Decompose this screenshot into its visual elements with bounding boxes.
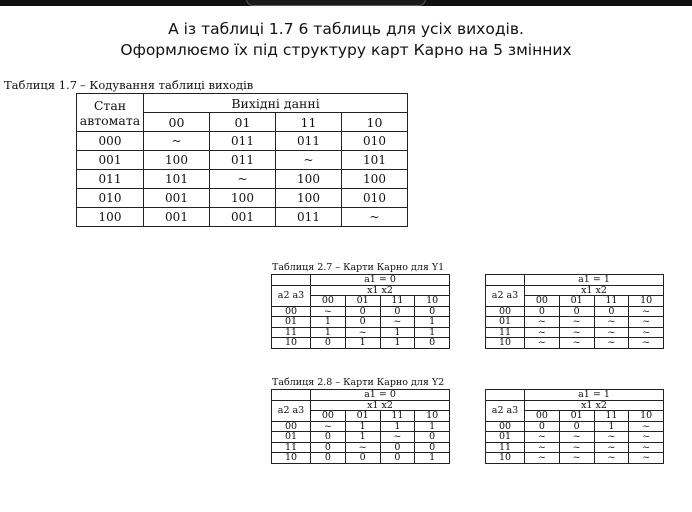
kmap-cell: 0 [415, 338, 450, 349]
table-cell: 010 [342, 189, 408, 208]
kmap-cell: ~ [559, 317, 594, 328]
kmap-cell: ~ [525, 317, 560, 328]
kmap-row-header: 00 [272, 306, 311, 317]
table-cell: 100 [342, 170, 408, 189]
kmap-cell: 0 [311, 432, 346, 443]
column-header: 01 [210, 113, 276, 132]
kmap-cell: ~ [629, 442, 664, 453]
kmap-col-header: 00 [311, 411, 346, 422]
kmap-cell: 1 [311, 327, 346, 338]
table17-caption-dash: – [80, 78, 86, 92]
kmap-cell: 0 [594, 306, 629, 317]
kmap-col-header: 11 [594, 296, 629, 307]
table-row [77, 132, 408, 151]
table-cell: 100 [276, 189, 342, 208]
kmap-cell: ~ [380, 317, 415, 328]
kmap-cell: ~ [594, 338, 629, 349]
state-cell: 000 [77, 132, 144, 151]
kmap-cell: ~ [594, 317, 629, 328]
kmap-row-header: 11 [486, 327, 525, 338]
kmap-col-header: 11 [380, 296, 415, 307]
table-cell: 100 [276, 170, 342, 189]
kmap-row-label: a2 a3 [272, 400, 311, 421]
window-pill [246, 0, 426, 6]
kmap-cell: ~ [345, 327, 380, 338]
kmap-cell: ~ [629, 338, 664, 349]
kmap-row-label: a2 a3 [486, 285, 525, 306]
table-row [77, 189, 408, 208]
kmap-cell: ~ [559, 442, 594, 453]
state-header [77, 94, 144, 132]
kmap-row [486, 453, 664, 464]
top-bar [0, 0, 692, 6]
kmap-cell: 0 [311, 453, 346, 464]
kmap-col-header: 01 [559, 296, 594, 307]
kmap-row [272, 338, 450, 349]
kmap-cell: ~ [594, 442, 629, 453]
kmap-cell: 1 [594, 421, 629, 432]
kmap-cell: ~ [629, 453, 664, 464]
kmap-cell: 0 [345, 453, 380, 464]
state-cell: 001 [77, 151, 144, 170]
kmap-row-label: a2 a3 [486, 400, 525, 421]
kmap-title: a1 = 1 [525, 390, 664, 401]
kmap-cell: 0 [415, 432, 450, 443]
kmap-col-header: 00 [311, 296, 346, 307]
kmap-col-header: 01 [559, 411, 594, 422]
kmap-row-header: 10 [486, 338, 525, 349]
outputs-header: Вихідні данні [144, 94, 408, 113]
column-header: 10 [342, 113, 408, 132]
kmap-col-label: x1 x2 [525, 285, 664, 296]
table-cell: 011 [276, 208, 342, 227]
kmap-title: a1 = 1 [525, 275, 664, 286]
table-cell: ~ [342, 208, 408, 227]
kmap-cell: ~ [525, 442, 560, 453]
kmap-col-header: 00 [525, 411, 560, 422]
kmap-cell: 1 [311, 317, 346, 328]
kmap-cell: ~ [559, 432, 594, 443]
table-cell: ~ [144, 132, 210, 151]
table-cell: 001 [144, 189, 210, 208]
table-cell: 101 [342, 151, 408, 170]
table-cell: 101 [144, 170, 210, 189]
table17-caption-text: Кодування таблиці виходів [89, 78, 254, 92]
table-cell: 100 [210, 189, 276, 208]
kmap-cell: 0 [415, 442, 450, 453]
kmap-row-header: 10 [272, 338, 311, 349]
table17-caption-label: Таблиця 1.7 [4, 78, 78, 92]
kmap-col-label: x1 x2 [311, 285, 450, 296]
y1-left-kmap [271, 274, 450, 349]
table-cell: 011 [210, 132, 276, 151]
kmap-row [486, 317, 664, 328]
kmap-row [272, 432, 450, 443]
kmap-row-header: 11 [486, 442, 525, 453]
kmap-row-header: 10 [486, 453, 525, 464]
kmap-cell: 0 [559, 306, 594, 317]
kmap-row [272, 421, 450, 432]
heading-line-1: А із таблиці 1.7 6 таблиць для усіх виходів. [168, 20, 524, 38]
kmap-cell: ~ [311, 421, 346, 432]
state-header-line-1: Стан [93, 97, 127, 113]
kmap-cell: ~ [594, 327, 629, 338]
kmap-cell: ~ [345, 442, 380, 453]
table-cell: 001 [144, 208, 210, 227]
kmap-row [486, 432, 664, 443]
column-header: 00 [144, 113, 210, 132]
y1-caption: Таблиця 2.7 – Карти Карно для Y1 [272, 262, 445, 273]
kmap-cell: 0 [345, 317, 380, 328]
table-row [77, 170, 408, 189]
table-cell: 011 [210, 151, 276, 170]
kmap-col-header: 11 [380, 411, 415, 422]
kmap-row-header: 10 [272, 453, 311, 464]
kmap-cell: ~ [525, 327, 560, 338]
kmap-title: a1 = 0 [311, 275, 450, 286]
y1-right-kmap [485, 274, 664, 349]
kmap-row-header: 11 [272, 442, 311, 453]
table-cell: 001 [210, 208, 276, 227]
kmap-cell: ~ [629, 432, 664, 443]
kmap-cell: ~ [594, 453, 629, 464]
table-row [77, 208, 408, 227]
state-cell: 011 [77, 170, 144, 189]
kmap-cell: 1 [415, 453, 450, 464]
kmap-cell: 0 [311, 442, 346, 453]
kmap-row-header: 01 [486, 432, 525, 443]
kmap-row-label: a2 a3 [272, 285, 311, 306]
kmap-row-header: 01 [272, 432, 311, 443]
kmap-col-header: 01 [345, 296, 380, 307]
kmap-row [272, 306, 450, 317]
table17-caption [4, 78, 253, 92]
kmap-col-header: 10 [415, 411, 450, 422]
kmap-cell: 0 [380, 442, 415, 453]
kmap-title: a1 = 0 [311, 390, 450, 401]
kmap-row-header: 00 [272, 421, 311, 432]
kmap-cell: 0 [559, 421, 594, 432]
table-cell: 010 [342, 132, 408, 151]
state-cell: 100 [77, 208, 144, 227]
table-cell: ~ [276, 151, 342, 170]
kmap-col-header: 10 [415, 296, 450, 307]
heading [0, 19, 692, 61]
kmap-cell: 0 [345, 306, 380, 317]
kmap-col-header: 01 [345, 411, 380, 422]
kmap-col-label: x1 x2 [525, 400, 664, 411]
kmap-cell: 0 [415, 306, 450, 317]
kmap-cell: ~ [525, 432, 560, 443]
kmap-col-header: 11 [594, 411, 629, 422]
kmap-cell: ~ [629, 421, 664, 432]
kmap-row [486, 306, 664, 317]
table-cell: 011 [276, 132, 342, 151]
kmap-cell: 0 [525, 421, 560, 432]
table17 [76, 93, 408, 227]
kmap-col-header: 10 [629, 296, 664, 307]
kmap-col-header: 00 [525, 296, 560, 307]
y2-right-kmap [485, 389, 664, 464]
kmap-cell: 1 [380, 338, 415, 349]
state-header-line-2: автомата [79, 112, 141, 128]
kmap-cell: 1 [345, 432, 380, 443]
y2-caption: Таблиця 2.8 – Карти Карно для Y2 [272, 377, 445, 388]
kmap-row-header: 00 [486, 306, 525, 317]
kmap-cell: 0 [380, 306, 415, 317]
kmap-row [486, 442, 664, 453]
kmap-cell: 1 [415, 421, 450, 432]
kmap-cell: ~ [525, 453, 560, 464]
kmap-cell: ~ [311, 306, 346, 317]
kmap-cell: ~ [629, 317, 664, 328]
kmap-cell: 0 [311, 338, 346, 349]
kmap-row-header: 11 [272, 327, 311, 338]
heading-line-2: Оформлюємо їх під структуру карт Карно на 5 змінних [120, 41, 572, 59]
kmap-row [272, 317, 450, 328]
kmap-cell: ~ [559, 327, 594, 338]
kmap-col-label: x1 x2 [311, 400, 450, 411]
kmap-row [272, 453, 450, 464]
kmap-row [272, 442, 450, 453]
kmap-cell: 1 [415, 327, 450, 338]
kmap-cell: ~ [525, 338, 560, 349]
kmap-row-header: 01 [272, 317, 311, 328]
table-cell: ~ [210, 170, 276, 189]
kmap-cell: 1 [380, 327, 415, 338]
kmap-row [486, 327, 664, 338]
kmap-row [486, 338, 664, 349]
kmap-cell: 1 [415, 317, 450, 328]
kmap-row [272, 327, 450, 338]
kmap-cell: 1 [380, 421, 415, 432]
state-cell: 010 [77, 189, 144, 208]
kmap-row-header: 00 [486, 421, 525, 432]
column-header: 11 [276, 113, 342, 132]
kmap-cell: ~ [629, 306, 664, 317]
kmap-col-header: 10 [629, 411, 664, 422]
kmap-row-header: 01 [486, 317, 525, 328]
kmap-cell: 1 [345, 421, 380, 432]
kmap-cell: 1 [345, 338, 380, 349]
kmap-cell: ~ [559, 453, 594, 464]
table-cell: 100 [144, 151, 210, 170]
y2-left-kmap [271, 389, 450, 464]
kmap-cell: 0 [380, 453, 415, 464]
kmap-cell: ~ [559, 338, 594, 349]
kmap-cell: ~ [380, 432, 415, 443]
kmap-cell: ~ [629, 327, 664, 338]
kmap-cell: 0 [525, 306, 560, 317]
kmap-cell: ~ [594, 432, 629, 443]
kmap-row [486, 421, 664, 432]
table-row [77, 151, 408, 170]
